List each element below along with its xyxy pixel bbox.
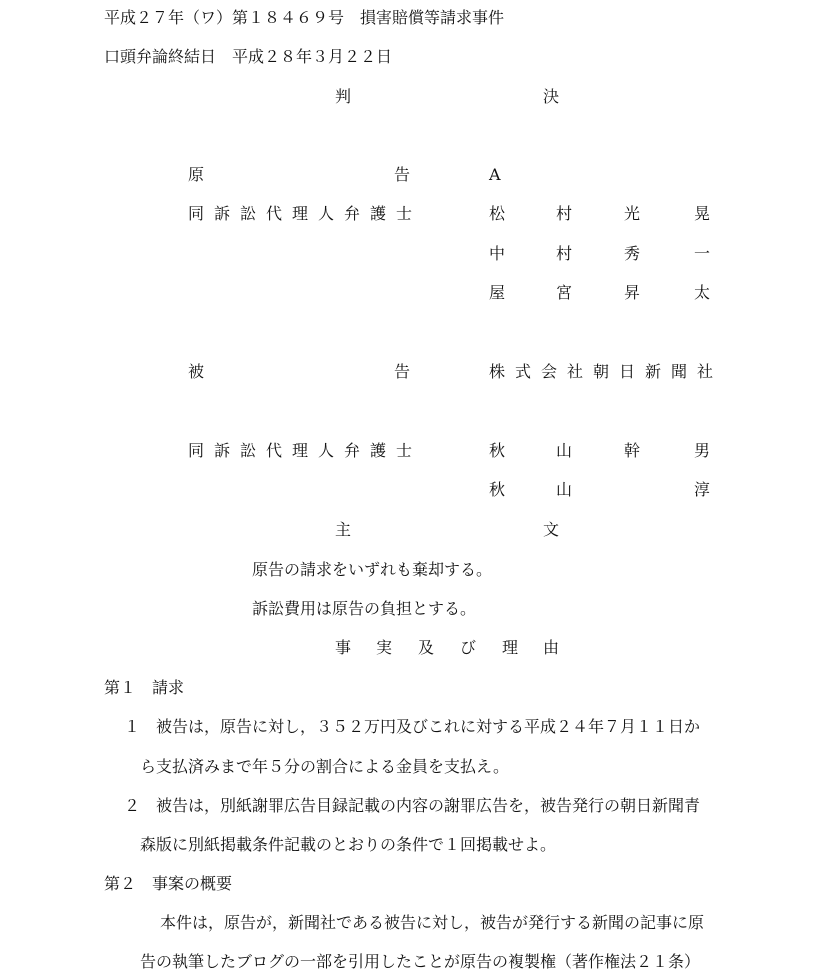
heading-char: 主 <box>335 520 352 539</box>
heading-char: 文 <box>543 520 560 539</box>
name-char: 秋 <box>489 441 506 460</box>
name-char: 会 <box>541 362 558 381</box>
name-char: 日 <box>619 362 636 381</box>
name-char: 社 <box>697 362 714 381</box>
section-title: 第１ 請求 <box>104 678 185 697</box>
name-char: 株 <box>489 362 506 381</box>
label-char: 人 <box>318 441 335 460</box>
defendant-label-char: 被 <box>188 362 205 381</box>
name-char: 昇 <box>624 283 641 302</box>
name-char: 聞 <box>671 362 688 381</box>
defendant-label-char: 告 <box>394 362 411 381</box>
label-char: 訟 <box>240 441 257 460</box>
heading-char: 理 <box>502 638 519 657</box>
name-char: 男 <box>694 441 711 460</box>
heading-char: 及 <box>418 638 435 657</box>
plaintiff-name: A <box>489 165 501 184</box>
claim-item-continuation: ら支払済みまで年５分の割合による金員を支払え。 <box>140 757 509 776</box>
name-char: 秋 <box>489 480 506 499</box>
name-char: 山 <box>556 441 573 460</box>
name-char: 中 <box>489 244 506 263</box>
main-text-line: 訴訟費用は原告の負担とする。 <box>252 599 477 618</box>
heading-char: 由 <box>543 638 560 657</box>
section-title: 第２ 事案の概要 <box>104 874 233 893</box>
name-char: 村 <box>556 204 573 223</box>
label-char: 理 <box>292 204 309 223</box>
claim-item: ２ 被告は，別紙謝罪広告目録記載の内容の謝罪広告を，被告発行の朝日新聞青 <box>124 796 701 815</box>
name-char: 朝 <box>593 362 610 381</box>
heading-char: び <box>460 638 477 657</box>
title-char: 決 <box>543 87 560 106</box>
label-char: 代 <box>266 204 283 223</box>
case-number: 平成２７年（ワ）第１８４６９号 損害賠償等請求事件 <box>104 8 505 27</box>
claim-item-continuation: 森版に別紙掲載条件記載のとおりの条件で１回掲載せよ。 <box>140 835 557 854</box>
label-char: 弁 <box>344 204 361 223</box>
label-char: 同 <box>188 441 205 460</box>
name-char: 晃 <box>694 204 711 223</box>
label-char: 弁 <box>344 441 361 460</box>
label-char: 護 <box>370 204 387 223</box>
summary-paragraph-line: 告の執筆したブログの一部を引用したことが原告の複製権（著作権法２１条） <box>140 952 701 971</box>
main-text-line: 原告の請求をいずれも棄却する。 <box>252 560 493 579</box>
heading-char: 実 <box>376 638 393 657</box>
label-char: 護 <box>370 441 387 460</box>
name-char: 新 <box>645 362 662 381</box>
plaintiff-label-char: 原 <box>188 165 205 184</box>
name-char: 松 <box>489 204 506 223</box>
name-char: 幹 <box>624 441 641 460</box>
name-char: 淳 <box>694 480 711 499</box>
label-char: 訟 <box>240 204 257 223</box>
label-char: 訴 <box>214 441 231 460</box>
summary-paragraph-line: 本件は，原告が，新聞社である被告に対し，被告が発行する新聞の記事に原 <box>160 913 705 932</box>
label-char: 士 <box>396 441 413 460</box>
label-char: 訴 <box>214 204 231 223</box>
name-char: 光 <box>624 204 641 223</box>
plaintiff-label-char: 告 <box>394 165 411 184</box>
name-char: 秀 <box>624 244 641 263</box>
heading-char: 事 <box>335 638 352 657</box>
label-char: 理 <box>292 441 309 460</box>
label-char: 士 <box>396 204 413 223</box>
name-char: 一 <box>694 244 711 263</box>
hearing-date: 口頭弁論終結日 平成２８年３月２２日 <box>104 47 393 66</box>
name-char: 山 <box>556 480 573 499</box>
name-char: 村 <box>556 244 573 263</box>
title-char: 判 <box>335 87 352 106</box>
name-char: 宮 <box>556 283 573 302</box>
label-char: 人 <box>318 204 335 223</box>
name-char: 社 <box>567 362 584 381</box>
label-char: 同 <box>188 204 205 223</box>
claim-item: １ 被告は，原告に対し，３５２万円及びこれに対する平成２４年７月１１日か <box>124 717 701 736</box>
name-char: 式 <box>515 362 532 381</box>
name-char: 屋 <box>489 283 506 302</box>
label-char: 代 <box>266 441 283 460</box>
name-char: 太 <box>694 283 711 302</box>
